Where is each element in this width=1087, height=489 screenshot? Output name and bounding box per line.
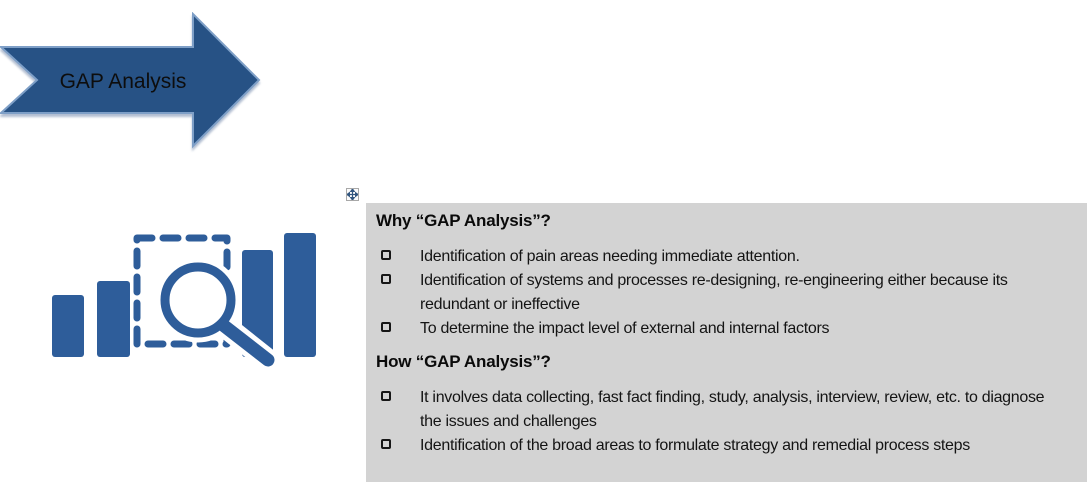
panel-section: [376, 209, 1073, 341]
bullet-text: Identification of pain areas needing immediate attention.: [420, 248, 800, 265]
bullet-text: It involves data collecting, fast fact finding, study, analysis, interview, review, etc. to diagnose the issues and challenges: [420, 389, 1045, 430]
move-cross-icon: [347, 189, 358, 200]
list-item: [376, 386, 1073, 434]
section-heading: Why “GAP Analysis”?: [376, 211, 551, 230]
gap-analysis-text-panel: [366, 203, 1087, 482]
bullet-text: To determine the impact level of external and internal factors: [420, 320, 830, 337]
bullet-text: Identification of systems and processes re-designing, re-engineering either because its redundant or ineffective: [420, 272, 1008, 313]
bullet-list: [376, 386, 1073, 458]
bullet-list: [376, 245, 1073, 341]
object-move-handle[interactable]: [346, 188, 359, 201]
bullet-text: Identification of the broad areas to formulate strategy and remedial process steps: [420, 437, 970, 454]
square-bullet-icon: [381, 322, 391, 332]
panel-sections: [376, 209, 1073, 458]
square-bullet-icon: [381, 274, 391, 284]
gap-analysis-arrow-banner: [0, 12, 262, 150]
bar-4: [284, 233, 316, 357]
square-bullet-icon: [381, 439, 391, 449]
list-item: [376, 434, 1073, 458]
section-heading: How “GAP Analysis”?: [376, 352, 551, 371]
list-item: [376, 269, 1073, 317]
bar-1: [52, 295, 84, 357]
list-item: [376, 245, 1073, 269]
bar-2: [97, 281, 130, 357]
arrow-banner-label: GAP Analysis: [59, 70, 187, 93]
bar-chart-gap-magnifier-icon: [40, 222, 325, 372]
square-bullet-icon: [381, 250, 391, 260]
panel-section: [376, 350, 1073, 458]
list-item: [376, 317, 1073, 341]
square-bullet-icon: [381, 391, 391, 401]
